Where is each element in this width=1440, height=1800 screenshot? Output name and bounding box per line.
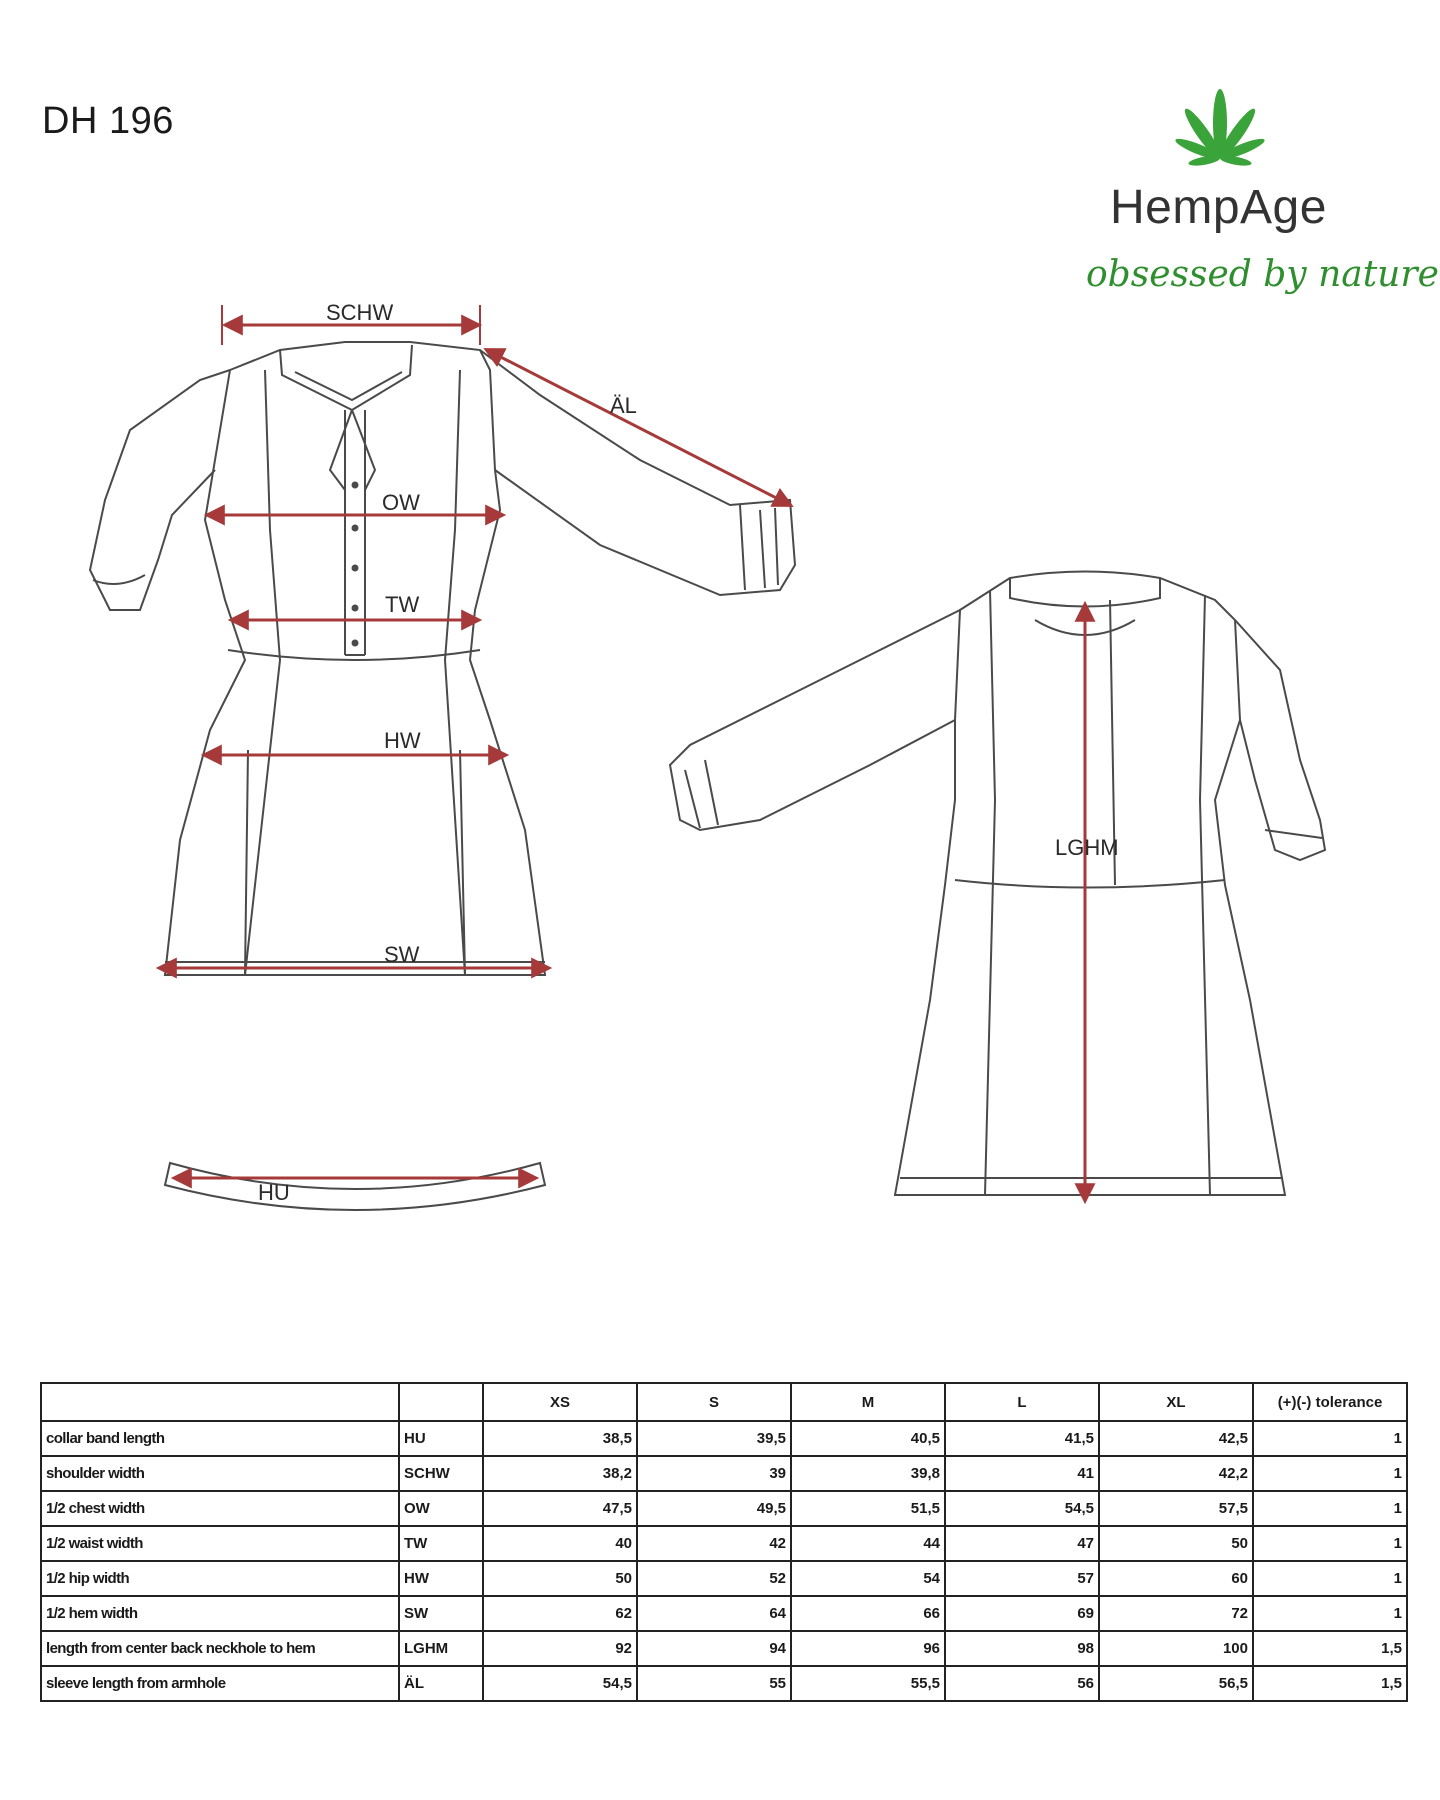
- cell-xs: 62: [483, 1596, 637, 1631]
- tw-label: TW: [385, 592, 420, 617]
- row-code: OW: [399, 1491, 483, 1526]
- cell-m: 39,8: [791, 1456, 945, 1491]
- table-row: [41, 1561, 1407, 1596]
- cell-tolerance: 1: [1253, 1596, 1407, 1631]
- al-measure-line: [487, 350, 790, 505]
- row-code: HW: [399, 1561, 483, 1596]
- al-label: ÄL: [610, 393, 637, 418]
- header-desc: [41, 1383, 399, 1421]
- row-code: LGHM: [399, 1631, 483, 1666]
- cell-l: 41,5: [945, 1421, 1099, 1456]
- row-desc: 1/2 hip width: [41, 1561, 399, 1596]
- brand-name: HempAge: [1110, 181, 1327, 234]
- row-code: ÄL: [399, 1666, 483, 1701]
- model-number: DH 196: [42, 100, 174, 142]
- cell-l: 98: [945, 1631, 1099, 1666]
- cell-s: 39: [637, 1456, 791, 1491]
- size-chart-table: [40, 1382, 1408, 1702]
- cell-xl: 60: [1099, 1561, 1253, 1596]
- cell-s: 52: [637, 1561, 791, 1596]
- cell-m: 66: [791, 1596, 945, 1631]
- cell-xl: 50: [1099, 1526, 1253, 1561]
- cell-xs: 40: [483, 1526, 637, 1561]
- cell-xl: 56,5: [1099, 1666, 1253, 1701]
- row-desc: 1/2 hem width: [41, 1596, 399, 1631]
- cell-m: 40,5: [791, 1421, 945, 1456]
- row-code: SW: [399, 1596, 483, 1631]
- cell-tolerance: 1,5: [1253, 1631, 1407, 1666]
- table-row: [41, 1631, 1407, 1666]
- cell-xl: 72: [1099, 1596, 1253, 1631]
- cell-s: 94: [637, 1631, 791, 1666]
- row-desc: 1/2 chest width: [41, 1491, 399, 1526]
- cell-tolerance: 1: [1253, 1526, 1407, 1561]
- header-xl: XL: [1099, 1383, 1253, 1421]
- row-code: TW: [399, 1526, 483, 1561]
- cell-m: 51,5: [791, 1491, 945, 1526]
- cell-s: 49,5: [637, 1491, 791, 1526]
- hu-label: HU: [258, 1180, 290, 1205]
- back-dress-outline: [670, 572, 1325, 1196]
- brand-tagline: obsessed by nature: [1086, 254, 1439, 295]
- row-desc: sleeve length from armhole: [41, 1666, 399, 1701]
- cell-xs: 54,5: [483, 1666, 637, 1701]
- cell-tolerance: 1: [1253, 1491, 1407, 1526]
- cell-xl: 42,2: [1099, 1456, 1253, 1491]
- sw-label: SW: [384, 942, 420, 967]
- row-code: HU: [399, 1421, 483, 1456]
- row-desc: length from center back neckhole to hem: [41, 1631, 399, 1666]
- ow-label: OW: [382, 490, 420, 515]
- hw-label: HW: [384, 728, 421, 753]
- cell-s: 39,5: [637, 1421, 791, 1456]
- schw-label: SCHW: [326, 300, 394, 325]
- header-s: S: [637, 1383, 791, 1421]
- cell-tolerance: 1,5: [1253, 1666, 1407, 1701]
- header-code: [399, 1383, 483, 1421]
- cell-xl: 42,5: [1099, 1421, 1253, 1456]
- header-l: L: [945, 1383, 1099, 1421]
- header-xs: XS: [483, 1383, 637, 1421]
- cell-l: 54,5: [945, 1491, 1099, 1526]
- cell-m: 96: [791, 1631, 945, 1666]
- table-row: [41, 1491, 1407, 1526]
- cell-l: 69: [945, 1596, 1099, 1631]
- cell-m: 44: [791, 1526, 945, 1561]
- header-m: M: [791, 1383, 945, 1421]
- lghm-label: LGHM: [1055, 835, 1119, 860]
- cell-l: 56: [945, 1666, 1099, 1701]
- cell-xs: 38,2: [483, 1456, 637, 1491]
- table-row: [41, 1666, 1407, 1701]
- front-dress-outline: [90, 342, 795, 975]
- cell-tolerance: 1: [1253, 1421, 1407, 1456]
- cell-m: 54: [791, 1561, 945, 1596]
- row-desc: collar band length: [41, 1421, 399, 1456]
- table-row: [41, 1596, 1407, 1631]
- cell-l: 47: [945, 1526, 1099, 1561]
- cell-xs: 38,5: [483, 1421, 637, 1456]
- table-row: [41, 1456, 1407, 1491]
- row-code: SCHW: [399, 1456, 483, 1491]
- cell-l: 57: [945, 1561, 1099, 1596]
- cell-s: 64: [637, 1596, 791, 1631]
- cell-xl: 57,5: [1099, 1491, 1253, 1526]
- cell-xs: 92: [483, 1631, 637, 1666]
- collar-band-outline: [165, 1163, 545, 1210]
- cell-tolerance: 1: [1253, 1561, 1407, 1596]
- row-desc: shoulder width: [41, 1456, 399, 1491]
- cell-m: 55,5: [791, 1666, 945, 1701]
- cell-xs: 47,5: [483, 1491, 637, 1526]
- table-row: [41, 1421, 1407, 1456]
- front-buttons: [352, 482, 359, 647]
- cell-s: 55: [637, 1666, 791, 1701]
- cell-l: 41: [945, 1456, 1099, 1491]
- cell-tolerance: 1: [1253, 1456, 1407, 1491]
- table-row: [41, 1526, 1407, 1561]
- row-desc: 1/2 waist width: [41, 1526, 399, 1561]
- cell-xl: 100: [1099, 1631, 1253, 1666]
- header-tolerance: (+)(-) tolerance: [1253, 1383, 1407, 1421]
- cell-xs: 50: [483, 1561, 637, 1596]
- cell-s: 42: [637, 1526, 791, 1561]
- table-header-row: [41, 1383, 1407, 1421]
